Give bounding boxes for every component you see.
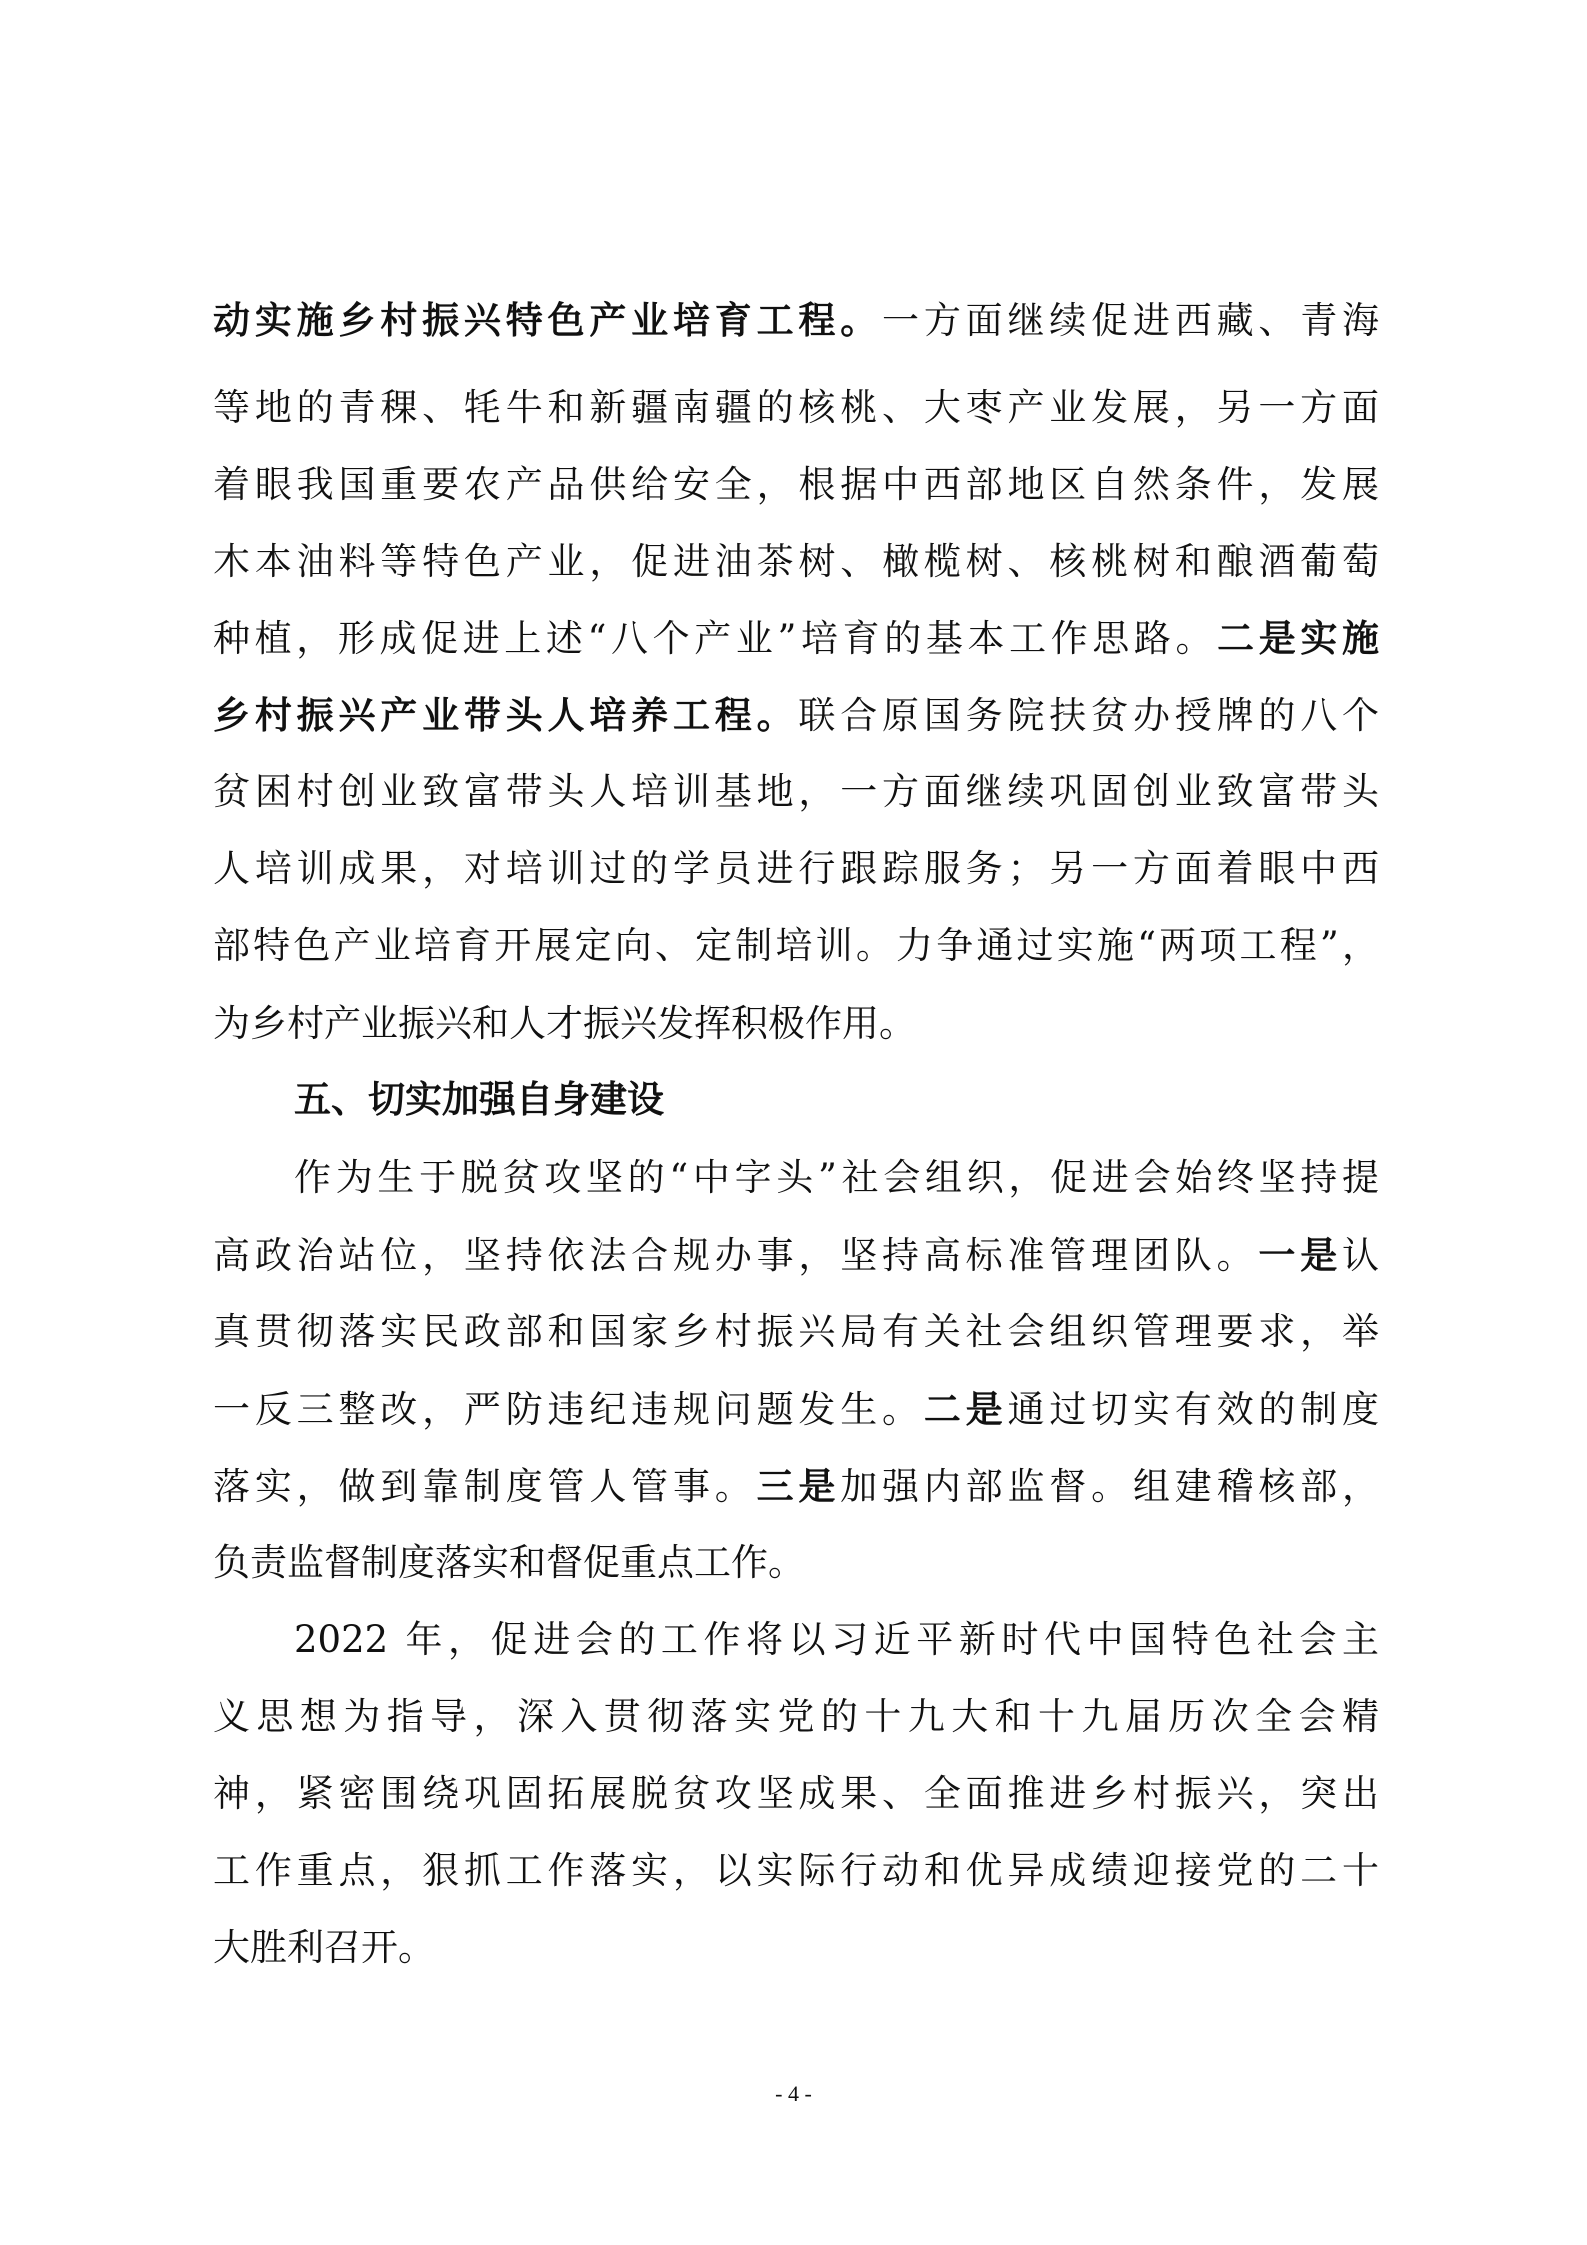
line-text: 联合原国务院扶贫办授牌的八个 (798, 694, 1379, 737)
text-line: 真贯彻落实民政部和国家乡村振兴局有关社会组织管理要求，举 (213, 1310, 1379, 1353)
bold-phrase: 三是 (756, 1464, 841, 1508)
text-line: 大胜利召开。 (213, 1926, 435, 1969)
line-text: 种植，形成促进上述“八个产业”培育的基本工作思路。 (213, 617, 1218, 660)
text-line: 人培训成果，对培训过的学员进行跟踪服务；另一方面着眼中西 (213, 847, 1379, 890)
bold-phrase: 一是 (1258, 1233, 1343, 1277)
text-line: 2022 年，促进会的工作将以习近平新时代中国特色社会主 (294, 1618, 1379, 1661)
text-line (213, 1374, 1379, 1444)
text-line: 木本油料等特色产业，促进油茶树、橄榄树、核桃树和酿酒葡萄 (213, 540, 1379, 583)
text-line: 义思想为指导，深入贯彻落实党的十九大和十九届历次全会精 (213, 1695, 1379, 1738)
line-text: 一反三整改，严防违纪违规问题发生。 (213, 1388, 924, 1431)
text-line: 工作重点，狠抓工作落实，以实际行动和优异成绩迎接党的二十 (213, 1849, 1379, 1892)
line-text: 一方面继续促进西藏、青海 (882, 299, 1379, 342)
line-text: 高政治站位，坚持依法合规办事，坚持高标准管理团队。 (213, 1234, 1259, 1277)
text-line: 等地的青稞、牦牛和新疆南疆的核桃、大枣产业发展，另一方面 (213, 386, 1379, 429)
line-text: 通过切实有效的制度 (1007, 1388, 1379, 1431)
text-line (213, 285, 1379, 355)
text-line: 为乡村产业振兴和人才振兴发挥积极作用。 (213, 1002, 916, 1045)
section-heading: 五、切实加强自身建设 (294, 1078, 664, 1121)
text-line (213, 603, 1379, 673)
text-line (213, 680, 1379, 750)
text-line: 负责监督制度落实和督促重点工作。 (213, 1541, 805, 1584)
text-line: 贫困村创业致富带头人培训基地，一方面继续巩固创业致富带头 (213, 770, 1379, 813)
text-line: 部特色产业培育开展定向、定制培训。力争通过实施“两项工程”， (213, 924, 1379, 967)
text-line: 作为生于脱贫攻坚的“中字头”社会组织，促进会始终坚持提 (294, 1156, 1379, 1199)
line-text: 认 (1342, 1234, 1379, 1277)
bold-phrase: 二是实施 (1217, 616, 1379, 660)
bold-phrase: 动实施乡村振兴特色产业培育工程。 (213, 298, 883, 342)
text-line: 神，紧密围绕巩固拓展脱贫攻坚成果、全面推进乡村振兴，突出 (213, 1772, 1379, 1815)
bold-phrase: 乡村振兴产业带头人培养工程。 (213, 693, 799, 737)
line-text: 落实，做到靠制度管人管事。 (213, 1465, 757, 1508)
text-line (213, 1220, 1379, 1290)
bold-phrase: 二是 (923, 1387, 1008, 1431)
line-text: 加强内部监督。组建稽核部， (840, 1465, 1379, 1508)
page-number: - 4 - (775, 2081, 812, 2106)
text-line (213, 1451, 1379, 1521)
text-line: 着眼我国重要农产品供给安全，根据中西部地区自然条件，发展 (213, 463, 1379, 506)
